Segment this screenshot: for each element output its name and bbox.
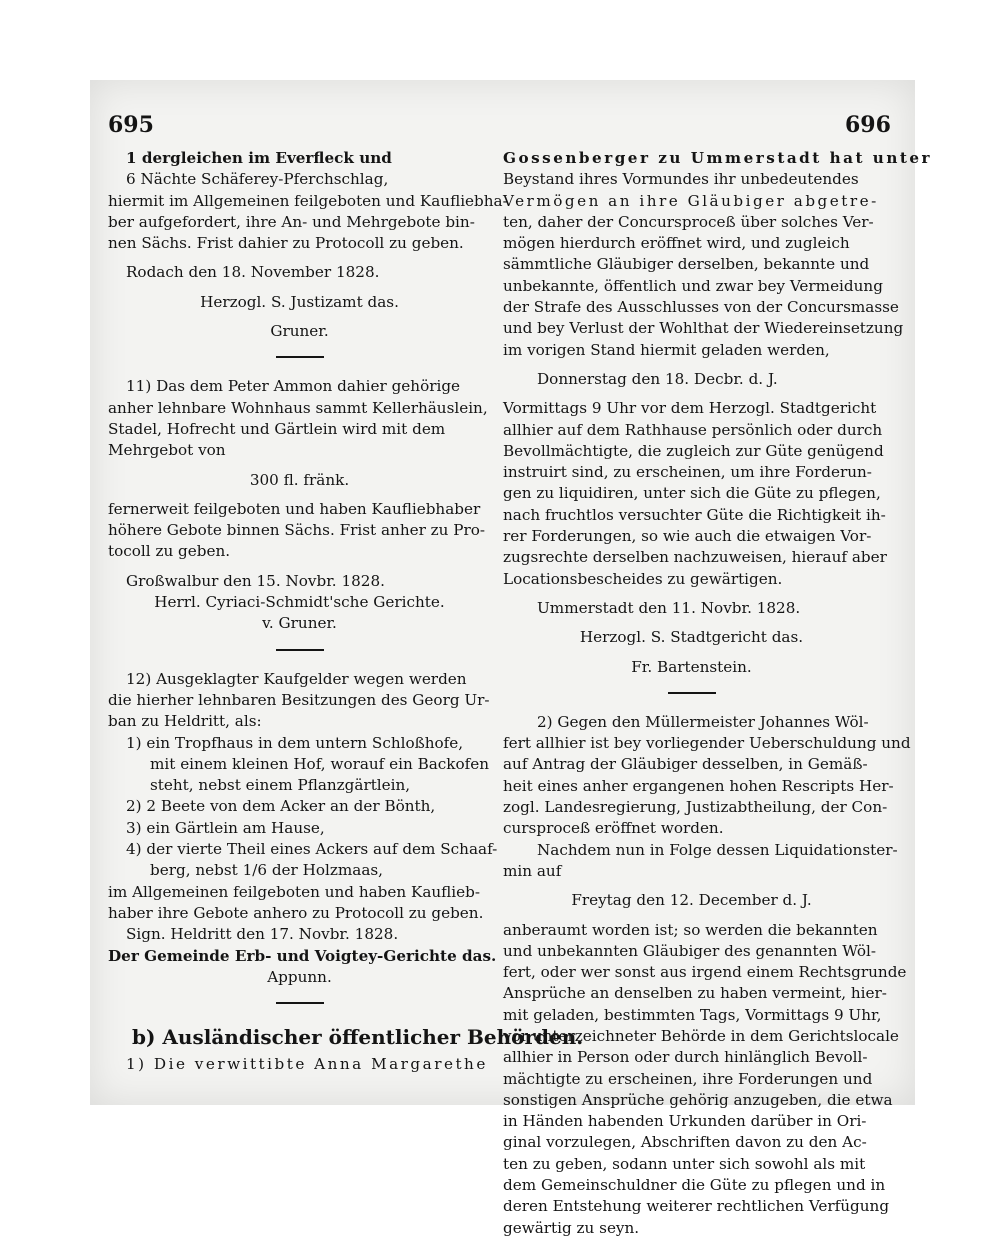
signature: Gruner.	[270, 322, 329, 341]
amount: 300 fl. fränk.	[249, 470, 350, 489]
body-line: sämmtliche Gläubiger derselben, bekannte und	[503, 255, 870, 274]
body-line: 12) Ausgeklagter Kaufgelder wegen werden	[126, 669, 467, 688]
body-line: ginal vorzulegen, Abschriften davon zu den Ac-	[503, 1133, 867, 1152]
body-line: gen zu liquidiren, unter sich die Güte zu pflegen,	[503, 484, 881, 503]
body-line: Gossenberger zu Ummerstadt hat unter	[503, 149, 933, 167]
signature: Fr. Bartenstein.	[631, 657, 752, 676]
body-line: der Strafe des Ausschlusses von der Concursmasse	[503, 298, 899, 317]
body-line: auf Antrag der Gläubiger desselben, in Gemäß-	[503, 755, 868, 774]
body-line: zugsrechte derselben nachzuweisen, hierauf aber	[503, 548, 887, 567]
signature: v. Gruner.	[262, 614, 337, 633]
body-line: dem Gemeinschuldner die Güte zu pflegen und in	[503, 1176, 886, 1195]
authority: Herrl. Cyriaci-Schmidt'sche Gerichte.	[154, 593, 445, 612]
page-number-right: 696	[845, 112, 891, 138]
body-line: Vermögen an ihre Gläubiger abgetre-	[503, 191, 879, 210]
body-line: mögen hierdurch eröffnet wird, und zugleich	[503, 234, 850, 253]
body-line: und bey Verlust der Wohlthat der Wiedereinsetzung	[503, 319, 904, 338]
list-item: 1) ein Tropfhaus in dem untern Schloßhofe,	[126, 733, 464, 752]
body-line: sonstigen Ansprüche gehörig anzugeben, die etwa	[503, 1090, 893, 1109]
list-item-cont: steht, nebst einem Pflanzgärtlein,	[150, 776, 411, 795]
section-divider	[276, 649, 324, 651]
body-line: gewärtig zu seyn.	[503, 1218, 640, 1237]
body-line: Stadel, Hofrecht und Gärtlein wird mit dem	[108, 419, 446, 438]
body-line: rer Forderungen, so wie auch die etwaigen Vor-	[503, 527, 872, 546]
body-line: höhere Gebote binnen Sächs. Frist anher zu Pro-	[108, 521, 486, 540]
body-line: tocoll zu geben.	[108, 542, 231, 561]
entry-line: 6 Nächte Schäferey-Pferchschlag,	[126, 170, 389, 189]
body-line: haber ihre Gebote anhero zu Protocoll zu geben.	[108, 903, 484, 922]
body-line: mächtigte zu erscheinen, ihre Forderungen und	[503, 1069, 873, 1088]
body-line: ber aufgefordert, ihre An- und Mehrgebote bin-	[108, 212, 475, 231]
section-divider	[276, 356, 324, 358]
body-line: in Händen habenden Urkunden darüber in Ori-	[503, 1112, 867, 1131]
body-line: allhier in Person oder durch hinlänglich Bevoll-	[503, 1048, 868, 1067]
body-line: im vorigen Stand hiermit geladen werden,	[503, 340, 830, 359]
right-column	[503, 148, 933, 1239]
body-line: im Allgemeinen feilgeboten und haben Kauflieb-	[108, 882, 480, 901]
body-line: vor unterzeichneter Behörde in dem Gerichtslocale	[503, 1026, 899, 1045]
body-line: ban zu Heldritt, als:	[108, 712, 262, 731]
body-line: 2) Gegen den Müllermeister Johannes Wöl-	[537, 712, 869, 731]
body-line: Beystand ihres Vormundes ihr unbedeutendes	[503, 170, 859, 189]
body-line: heit eines anher ergangenen hohen Rescripts Her-	[503, 776, 894, 795]
list-item: 2) 2 Beete von dem Acker an der Bönth,	[126, 797, 436, 816]
signature: Appunn.	[267, 967, 332, 986]
place-date: Sign. Heldritt den 17. Novbr. 1828.	[126, 925, 399, 944]
section-divider	[668, 692, 716, 694]
body-line: anher lehnbare Wohnhaus sammt Kellerhäuslein,	[108, 398, 488, 417]
body-line: cursproceß eröffnet worden.	[503, 819, 724, 838]
place-date: Ummerstadt den 11. Novbr. 1828.	[537, 598, 801, 617]
entry-line: 1 dergleichen im Everfleck und	[126, 149, 392, 167]
body-line: hiermit im Allgemeinen feilgeboten und Kaufliebha-	[108, 191, 508, 210]
body-line: Ansprüche an denselben zu haben vermeint, hier-	[503, 984, 887, 1003]
body-line: die hierher lehnbaren Besitzungen des Georg Ur-	[108, 690, 490, 709]
authority: Herzogl. S. Stadtgericht das.	[579, 628, 804, 647]
body-line: 1) Die verwittibte Anna Margarethe	[126, 1055, 488, 1074]
date-line: Freytag den 12. December d. J.	[571, 891, 812, 910]
place-date: Großwalbur den 15. Novbr. 1828.	[126, 571, 385, 590]
body-line: allhier auf dem Rathhause persönlich oder durch	[503, 420, 883, 439]
body-line: Nachdem nun in Folge dessen Liquidationster-	[537, 840, 898, 859]
section-heading: b) Ausländischer öffentlicher Behörden.	[132, 1025, 584, 1050]
section-divider	[276, 1002, 324, 1004]
body-line: fert, oder wer sonst aus irgend einem Rechtsgrunde	[503, 963, 907, 982]
body-line: ten, daher der Concursproceß über solches Ver-	[503, 212, 874, 231]
body-line: nen Sächs. Frist dahier zu Protocoll zu geben.	[108, 234, 464, 253]
body-line: Mehrgebot von	[108, 441, 226, 460]
body-line: fert allhier ist bey vorliegender Ueberschuldung und	[503, 734, 911, 753]
body-line: Bevollmächtigte, die zugleich zur Güte genügend	[503, 441, 884, 460]
authority: Der Gemeinde Erb- und Voigtey-Gerichte das.	[108, 946, 497, 965]
place-date: Rodach den 18. November 1828.	[126, 263, 380, 282]
authority: Herzogl. S. Justizamt das.	[200, 292, 399, 311]
body-line: Vormittags 9 Uhr vor dem Herzogl. Stadtgericht	[503, 399, 877, 418]
list-item-cont: berg, nebst 1/6 der Holzmaas,	[150, 861, 384, 880]
page-number-left: 695	[108, 112, 154, 138]
list-item-cont: mit einem kleinen Hof, worauf ein Backofen	[150, 754, 490, 773]
body-line: Locationsbescheides zu gewärtigen.	[503, 569, 783, 588]
body-line: fernerweit feilgeboten und haben Kaufliebhaber	[108, 499, 481, 518]
body-line: 11) Das dem Peter Ammon dahier gehörige	[126, 377, 461, 396]
body-line: mit geladen, bestimmten Tags, Vormittags 9 Uhr,	[503, 1005, 882, 1024]
list-item: 4) der vierte Theil eines Ackers auf dem Schaaf-	[126, 840, 498, 859]
date-line: Donnerstag den 18. Decbr. d. J.	[537, 369, 778, 388]
body-line: ten zu geben, sodann unter sich sowohl als mit	[503, 1154, 866, 1173]
body-line: deren Entstehung weiterer rechtlichen Verfügung	[503, 1197, 890, 1216]
body-line: anberaumt worden ist; so werden die bekannten	[503, 920, 878, 939]
body-line: unbekannte, öffentlich und zwar bey Vermeidung	[503, 276, 883, 295]
body-line: und unbekannten Gläubiger des genannten Wöl-	[503, 941, 876, 960]
list-item: 3) ein Gärtlein am Hause,	[126, 818, 325, 837]
body-line: min auf	[503, 861, 562, 880]
body-line: instruirt sind, zu erscheinen, um ihre Forderun-	[503, 463, 872, 482]
body-line: zogl. Landesregierung, Justizabtheilung, der Con-	[503, 798, 888, 817]
body-line: nach fruchtlos versuchter Güte die Richtigkeit ih-	[503, 505, 886, 524]
